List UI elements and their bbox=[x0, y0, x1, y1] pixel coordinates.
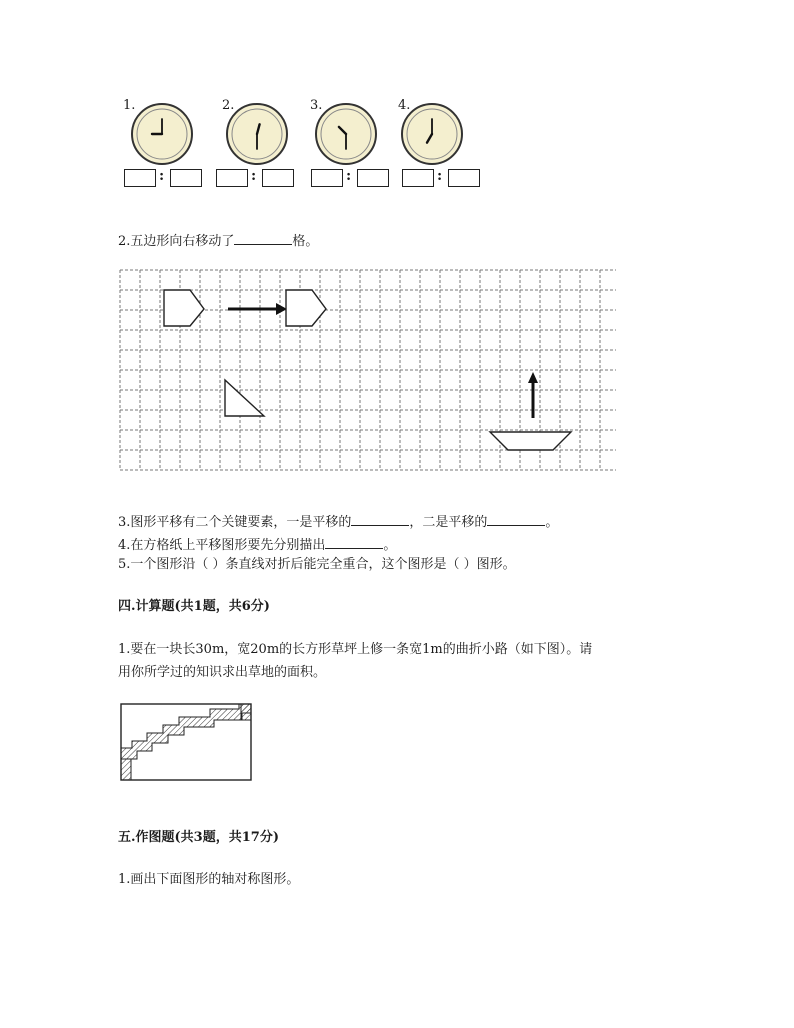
hour-box[interactable] bbox=[402, 169, 434, 187]
answer-blank[interactable] bbox=[487, 511, 545, 526]
clock-face bbox=[402, 104, 462, 164]
question-4 bbox=[118, 534, 396, 555]
time-colon: : bbox=[251, 168, 257, 184]
time-colon: : bbox=[437, 168, 443, 184]
draw-question-1: 1.画出下面图形的轴对称图形。 bbox=[118, 872, 300, 887]
answer-blank[interactable] bbox=[351, 511, 409, 526]
calc-question-line-2: 用你所学过的知识求出草地的面积。 bbox=[118, 665, 327, 680]
clock-3-number: 3. bbox=[310, 98, 323, 113]
minute-box[interactable] bbox=[357, 169, 389, 187]
question-5: 5.一个图形沿（ ）条直线对折后能完全重合，这个图形是（ ）图形。 bbox=[118, 557, 516, 572]
question-3-text-1: 3.图形平移有二个关键要素，一是平移的 bbox=[118, 515, 352, 530]
question-3-text-2: ，二是平移的 bbox=[409, 515, 488, 530]
hour-box[interactable] bbox=[124, 169, 156, 187]
minute-box[interactable] bbox=[170, 169, 202, 187]
pentagon-original bbox=[164, 290, 204, 326]
up-arrow-head bbox=[528, 372, 538, 383]
question-2 bbox=[118, 230, 318, 251]
section-4-heading: 四.计算题(共1题，共6分) bbox=[118, 599, 270, 614]
clock-face bbox=[316, 104, 376, 164]
question-3 bbox=[118, 511, 558, 532]
clock-face bbox=[132, 104, 192, 164]
clock-4-number: 4. bbox=[398, 98, 411, 113]
question-4-text-2: 。 bbox=[383, 538, 397, 553]
path-vertical-left bbox=[121, 759, 131, 780]
translation-grid-figure bbox=[118, 268, 618, 472]
calc-question-line-1: 1.要在一块长30m，宽20m的长方形草坪上修一条宽1m的曲折小路（如下图）。请 bbox=[118, 642, 593, 657]
clock-face bbox=[227, 104, 287, 164]
time-colon: : bbox=[346, 168, 352, 184]
minute-box[interactable] bbox=[262, 169, 294, 187]
hour-box[interactable] bbox=[216, 169, 248, 187]
path-vertical-right bbox=[241, 704, 251, 720]
question-3-text-3: 。 bbox=[545, 515, 559, 530]
boat-trapezoid bbox=[490, 432, 571, 450]
answer-blank[interactable] bbox=[325, 534, 383, 549]
clock-2-number: 2. bbox=[222, 98, 235, 113]
question-2-text: 2.五边形向右移动了 bbox=[118, 234, 235, 249]
clocks-svg bbox=[0, 0, 794, 200]
clock-1-number: 1. bbox=[123, 98, 136, 113]
question-2-suffix: 格。 bbox=[292, 234, 319, 249]
answer-blank[interactable] bbox=[234, 230, 292, 245]
minute-box[interactable] bbox=[448, 169, 480, 187]
hour-box[interactable] bbox=[311, 169, 343, 187]
lawn-path-figure bbox=[120, 703, 254, 783]
question-4-text-1: 4.在方格纸上平移图形要先分别描出 bbox=[118, 538, 326, 553]
section-5-heading: 五.作图题(共3题，共17分) bbox=[118, 830, 279, 845]
triangle-shape bbox=[225, 380, 264, 416]
time-colon: : bbox=[159, 168, 165, 184]
